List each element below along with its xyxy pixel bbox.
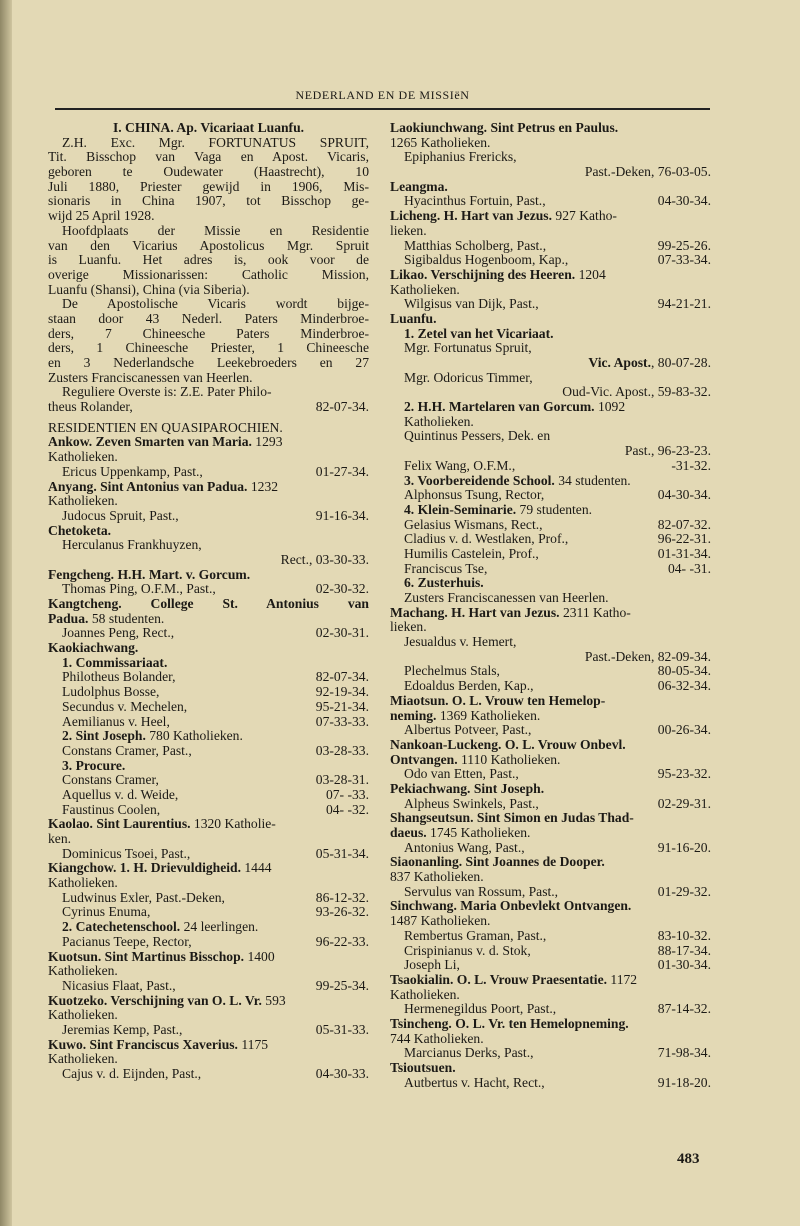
right-column [390,121,711,1090]
bold-text: 1. Commissariaat. [62,655,168,670]
paragraph-line: Hoofdplaats der Missie en Residentie [62,223,369,238]
person-entry [390,488,711,503]
bold-text: Pekiachwang. Sint Joseph. [390,781,545,796]
person-code: 05-31-34. [315,846,369,861]
sub-heading [48,920,369,935]
person-entry [390,239,711,254]
paragraph-line: Tit. Bisschop van Vaga en Apost. Vicaris, [48,150,369,165]
person-name: Judocus Spruit, Past., [62,508,179,523]
person-code: 93-26-32. [315,905,369,920]
person-entry [390,1046,711,1061]
person-entry: Epiphanius Frericks, [404,150,517,165]
person-entry-cont: Past., 96-23-23. [624,444,711,459]
station-count: 1232 [247,479,279,494]
person-name: Nicasius Flaat, Past., [62,978,176,993]
station-heading [48,950,369,965]
person-code: 01-27-34. [315,464,369,479]
person-code: 04-30-33. [315,1067,369,1081]
bold-text: Tsincheng. O. L. Vr. ten Hemelopneming. [390,1016,629,1031]
station-heading [390,782,711,797]
bold-text: daeus. [390,826,427,840]
person-entry-cont: Rect., 03-30-33. [280,552,369,567]
station-count: 1110 Katholieken. [457,752,561,767]
station-heading-cont: Katholieken. [390,282,460,297]
person-entry [48,1023,369,1038]
person-code: 02-30-32. [315,582,369,597]
station-heading-cont: Katholieken. [48,494,118,509]
bold-text: Machang. H. Hart van Jezus. [390,605,560,620]
person-name: Dominicus Tsoei, Past., [62,846,191,861]
person-name: Ludolphus Bosse, [62,685,160,700]
station-heading [390,209,711,224]
person-entry [48,744,369,759]
person-entry-cont [390,356,711,371]
station-heading [390,312,711,327]
person-entry [48,670,369,685]
person-code: 96-22-31. [657,532,711,547]
person-name: Rembertus Graman, Past., [404,928,547,943]
person-entry-cont: Past.-Deken, 82-09-34. [584,649,711,664]
sub-count: 780 Katholieken. [145,729,243,744]
sub-heading [48,729,369,744]
station-heading [390,973,711,988]
person-code: 83-10-32. [657,928,711,943]
person-entry [390,532,711,547]
bold-text: Kiangchow. 1. H. Drievuldigheid. [48,861,241,876]
bold-text: Kuwo. Sint Franciscus Xaverius. [48,1037,238,1052]
person-entry [48,700,369,715]
person-name: Alpheus Swinkels, Past., [404,796,539,811]
bold-text: Tsioutsuen. [390,1061,456,1075]
person-code: 04-30-34. [657,194,711,209]
bold-text: 2. Sint Joseph. [62,729,146,744]
bold-text: Tsaokialin. O. L. Vrouw Praesentatie. [390,972,608,987]
station-heading [390,1061,711,1076]
station-heading-cont: Katholieken. [48,1052,118,1067]
station-heading [48,817,369,832]
paragraph-line: Luanfu (Shansi), China (via Siberia). [48,282,250,297]
person-code: , 80-07-28. [650,356,711,370]
station-count: 927 Katho- [552,209,617,224]
person-entry [390,723,711,738]
sub-heading [390,474,711,489]
station-heading-cont [48,612,369,627]
person-name: Edoaldus Berden, Kap., [404,679,534,694]
station-heading-cont [390,709,711,724]
person-code: 03-28-33. [315,743,369,758]
bold-text: Nankoan-Luckeng. O. L. Vrouw Onbevl. [390,737,626,752]
person-entry [48,979,369,994]
person-entry: Herculanus Frankhuyzen, [62,538,202,553]
person-entry [48,788,369,803]
station-heading-cont [390,826,711,841]
person-name: Odo van Etten, Past., [404,767,519,782]
bold-text: 2. Catechetenschool. [62,920,181,935]
station-count: 2311 Katho- [559,605,631,620]
station-count: 1293 [251,435,283,450]
station-heading [48,994,369,1009]
person-entry [48,465,369,480]
person-name: Albertus Potveer, Past., [404,723,532,738]
station-heading-cont: Katholieken. [48,450,118,465]
person-name: Joseph Li, [404,958,460,973]
station-heading-cont: lieken. [390,223,427,238]
person-entry-cont: Past.-Deken, 76-03-05. [584,165,711,180]
page-number: 483 [677,1151,700,1167]
person-entry [390,562,711,577]
person-name: Cajus v. d. Eijnden, Past., [62,1067,202,1081]
person-entry [390,767,711,782]
header-rule [55,108,710,110]
person-name: Constans Cramer, [62,773,159,788]
station-heading-cont: Katholieken. [390,987,460,1002]
person-entry [48,1067,369,1082]
station-heading [390,811,711,826]
person-name: Wilgisus van Dijk, Past., [404,297,539,312]
person-entry: Quintinus Pessers, Dek. en [404,429,551,444]
person-entry [390,518,711,533]
station-heading [48,568,369,583]
sub-heading [48,656,369,671]
person-code: 82-07-34. [315,670,369,685]
station-heading [390,738,711,753]
section-heading: RESIDENTIEN EN QUASIPAROCHIEN. [48,420,283,435]
person-code: 02-29-31. [657,796,711,811]
person-name: Pacianus Teepe, Rector, [62,934,192,949]
person-entry [390,194,711,209]
sub-count: 34 studenten. [554,473,631,488]
bold-text: Likao. Verschijning des Heeren. [390,267,576,282]
station-heading [390,180,711,195]
person-name: Plechelmus Stals, [404,664,500,679]
paragraph-line: staan door 43 Nederl. Paters Minderbroe- [48,311,369,326]
station-heading-cont: 1487 Katholieken. [390,914,491,929]
paragraph-line: sionaris in China 1907, tot Bisschop ge- [48,194,369,209]
person-name: Humilis Castelein, Prof., [404,546,539,561]
person-name: Franciscus Tse, [404,561,488,576]
person-name: Gelasius Wismans, Rect., [404,517,543,532]
person-name: Thomas Ping, O.F.M., Past., [62,582,216,597]
bold-text: Leangma. [390,179,448,194]
person-name: Crispinianus v. d. Stok, [404,943,531,958]
entry-row [48,400,369,415]
bold-text: 3. Voorbereidende School. [404,473,555,488]
station-heading [48,861,369,876]
bold-text: Laokiunchwang. Sint Petrus en Paulus. [390,121,619,135]
person-code: 03-28-31. [315,773,369,788]
bold-text: Shangseutsun. Sint Simon en Judas Thad- [390,811,634,826]
station-heading [48,480,369,495]
person-name: Felix Wang, O.F.M., [404,458,516,473]
bold-text: 2. H.H. Martelaren van Gorcum. [404,400,595,415]
person-name: Secundus v. Mechelen, [62,699,188,714]
person-entry [390,547,711,562]
person-name: Ericus Uppenkamp, Past., [62,464,203,479]
entry-code: 82-07-34. [315,400,369,415]
person-name: Constans Cramer, Past., [62,743,192,758]
bold-text: Anyang. Sint Antonius van Padua. [48,479,248,494]
person-code: 07-33-33. [315,714,369,729]
station-count: 1204 [575,267,606,282]
station-heading-cont: Katholieken. [48,1008,118,1023]
bold-text: Siaonanling. Sint Joannes de Dooper. [390,855,605,870]
bold-text: Kuotsun. Sint Martinus Bisschop. [48,949,245,964]
person-code: 91-16-20. [657,840,711,855]
person-name: Ludwinus Exler, Past.-Deken, [62,890,225,905]
bold-text: Luanfu. [390,311,437,326]
sub-count: 24 leerlingen. [180,920,259,935]
person-code: 00-26-34. [657,723,711,738]
paragraph-line: wijd 25 April 1928. [48,209,155,224]
paragraph-line: van den Vicarius Apostolicus Mgr. Spruit [48,238,369,253]
station-heading [48,1038,369,1053]
bold-text: Kuotzeko. Verschijning van O. L. Vr. [48,993,262,1008]
station-heading [48,435,369,450]
person-entry [390,253,711,268]
station-count: 1369 Katholieken. [436,708,541,723]
station-count: 1444 [240,861,272,876]
station-heading [390,268,711,283]
person-code: 80-05-34. [657,664,711,679]
station-heading-cont: 744 Katholieken. [390,1031,484,1046]
person-entry: Mgr. Odoricus Timmer, [404,370,533,385]
bold-text: 3. Procure. [62,758,126,773]
person-name: Aquellus v. d. Weide, [62,787,179,802]
person-entry [48,715,369,730]
person-entry [390,841,711,856]
person-code: 94-21-21. [657,297,711,312]
bold-text: Chetoketa. [48,523,112,538]
bold-text: Ankow. Zeven Smarten van Maria. [48,435,252,450]
person-code: 01-31-34. [657,546,711,561]
person-entry [390,664,711,679]
paragraph-line: Reguliere Overste is: Z.E. Pater Philo- [62,385,272,400]
person-code: 95-23-32. [657,767,711,782]
station-heading [390,121,711,136]
person-name: Joannes Peng, Rect., [62,626,175,641]
station-heading-cont [390,753,711,768]
paragraph-line: Zusters Franciscanessen van Heerlen. [48,370,253,385]
person-code: 01-30-34. [657,958,711,973]
bold-text: 1. Zetel van het Vicariaat. [404,326,554,341]
bold-text: 6. Zusterhuis. [404,576,484,591]
paragraph-line: is Luanfu. Het adres is, ook voor de [48,253,369,268]
person-name: Antonius Wang, Past., [404,840,525,855]
person-entry: Mgr. Fortunatus Spruit, [404,341,532,356]
person-code: 02-30-31. [315,626,369,641]
paragraph-line: De Apostolische Vicaris wordt bijge- [62,297,369,312]
station-heading [390,694,711,709]
person-code: 86-12-32. [315,890,369,905]
person-code: 99-25-34. [315,978,369,993]
person-code: 91-16-34. [315,508,369,523]
sub-heading [390,400,711,415]
station-count: 1400 [244,949,275,964]
station-heading [390,606,711,621]
person-entry [390,297,711,312]
person-name: Servulus van Rossum, Past., [404,884,559,899]
station-count: 1745 Katholieken. [426,826,531,840]
paragraph-line: Z.H. Exc. Mgr. FORTUNATUS SPRUIT, [62,135,369,150]
bold-text: Licheng. H. Hart van Jezus. [390,209,552,224]
person-entry [390,885,711,900]
person-name: Alphonsus Tsung, Rector, [404,488,545,503]
station-heading-cont: 1265 Katholieken. [390,135,491,150]
bold-text: Sinchwang. Maria Onbevlekt Ontvangen. [390,899,632,914]
station-heading-cont: Katholieken. [48,964,118,979]
page-gutter [0,0,12,1226]
station-heading [390,1017,711,1032]
paragraph-line: Juli 1880, Priester gewijd in 1906, Mis- [48,179,369,194]
person-entry [390,679,711,694]
person-name: Hyacinthus Fortuin, Past., [404,194,546,209]
person-entry: Jesualdus v. Hemert, [404,635,517,650]
person-entry [390,944,711,959]
sub-heading [390,327,711,342]
person-name: Hermenegildus Poort, Past., [404,1002,557,1017]
person-entry [48,626,369,641]
person-entry [48,773,369,788]
bold-text: Fengcheng. H.H. Mart. v. Gorcum. [48,567,251,582]
person-entry-cont: Oud-Vic. Apost., 59-83-32. [562,385,711,400]
person-code: 95-21-34. [315,699,369,714]
person-code: 82-07-32. [657,517,711,532]
person-entry [48,803,369,818]
person-entry: Zusters Franciscanessen van Heerlen. [404,591,609,605]
station-count: 1172 [607,972,638,987]
person-code: 87-14-32. [657,1002,711,1017]
bold-text: neming. [390,708,437,723]
station-heading [390,899,711,914]
entry-name: theus Rolander, [48,400,133,415]
person-name: Faustinus Coolen, [62,802,161,817]
person-entry [48,509,369,524]
person-code: 04- -32. [325,802,369,817]
person-code: 01-29-32. [657,884,711,899]
station-count: 593 [261,993,286,1008]
paragraph-line: ders, 1 Chineesche Priester, 1 Chineesche [48,341,369,356]
person-entry [390,958,711,973]
person-name: Aemilianus v. Heel, [62,714,170,729]
paragraph-line: overige Missionarissen: Catholic Mission, [48,267,369,282]
paragraph-line: en 3 Nederlandsche Leekebroeders en 27 [48,356,369,370]
person-entry [48,891,369,906]
person-code: 88-17-34. [657,943,711,958]
person-entry [48,685,369,700]
bold-text: Kaolao. Sint Laurentius. [48,817,191,832]
station-heading-cont: ken. [48,832,72,846]
person-entry [48,905,369,920]
person-name: Marcianus Derks, Past., [404,1046,534,1061]
sub-heading-cont: Katholieken. [404,414,474,429]
person-entry [390,1002,711,1017]
station-heading-cont: lieken. [390,620,427,635]
person-name: Cladius v. d. Westlaken, Prof., [404,532,569,547]
person-code: 06-32-34. [657,679,711,694]
person-code: 05-31-33. [315,1022,369,1037]
paragraph-line: geboren te Oudewater (Haastrecht), 10 [48,165,369,180]
person-code: 04-30-34. [657,488,711,503]
station-heading [48,641,369,656]
person-code: 07-33-34. [657,253,711,268]
person-code: 92-19-34. [315,685,369,700]
person-code: -31-32. [671,458,711,473]
person-code: 99-25-26. [657,238,711,253]
sub-count: 79 studenten. [516,502,593,517]
bold-text: Miaotsun. O. L. Vrouw ten Hemelop- [390,693,606,708]
bold-text: Padua. [48,611,89,626]
person-name: Matthias Scholberg, Past., [404,238,547,253]
paragraph-line: ders, 7 Chineesche Paters Minderbroe- [48,326,369,341]
person-entry [390,797,711,812]
station-heading: Kangtcheng. College St. Antonius van [48,597,369,611]
person-entry [48,582,369,597]
person-entry [390,459,711,474]
person-entry [48,935,369,950]
bold-text: Vic. Apost. [588,356,651,370]
sub-heading [48,759,369,774]
sub-heading [390,576,711,591]
person-code: 07- -33. [325,787,369,802]
station-count: 1175 [237,1037,269,1052]
station-heading [390,855,711,870]
station-heading-cont: 837 Katholieken. [390,870,484,885]
station-heading [48,524,369,539]
person-code: 71-98-34. [657,1046,711,1061]
person-name: Jeremias Kemp, Past., [62,1022,183,1037]
left-column [48,121,369,1082]
person-name: Sigibaldus Hogenboom, Kap., [404,253,569,268]
station-count: 1320 Katholie- [190,817,276,832]
station-count: 58 studenten. [88,611,165,626]
person-name: Cyrinus Enuma, [62,905,151,920]
person-code: 91-18-20. [657,1075,711,1090]
running-header: NEDERLAND EN DE MISSIëN [295,88,470,102]
person-entry [390,929,711,944]
sub-count: 1092 [594,400,626,415]
person-name: Autbertus v. Hacht, Rect., [404,1075,545,1090]
bold-text: 4. Klein-Seminarie. [404,502,517,517]
bold-text: Ontvangen. [390,752,458,767]
person-entry [48,847,369,862]
person-code: 04- -31. [667,561,711,576]
person-name: Philotheus Bolander, [62,670,176,685]
person-code: 96-22-33. [315,934,369,949]
person-entry [390,1076,711,1091]
sub-heading [390,503,711,518]
station-heading-cont: Katholieken. [48,876,118,891]
section-title: I. CHINA. Ap. Vicariaat Luanfu. [112,121,305,135]
bold-text: Kaokiachwang. [48,641,139,656]
